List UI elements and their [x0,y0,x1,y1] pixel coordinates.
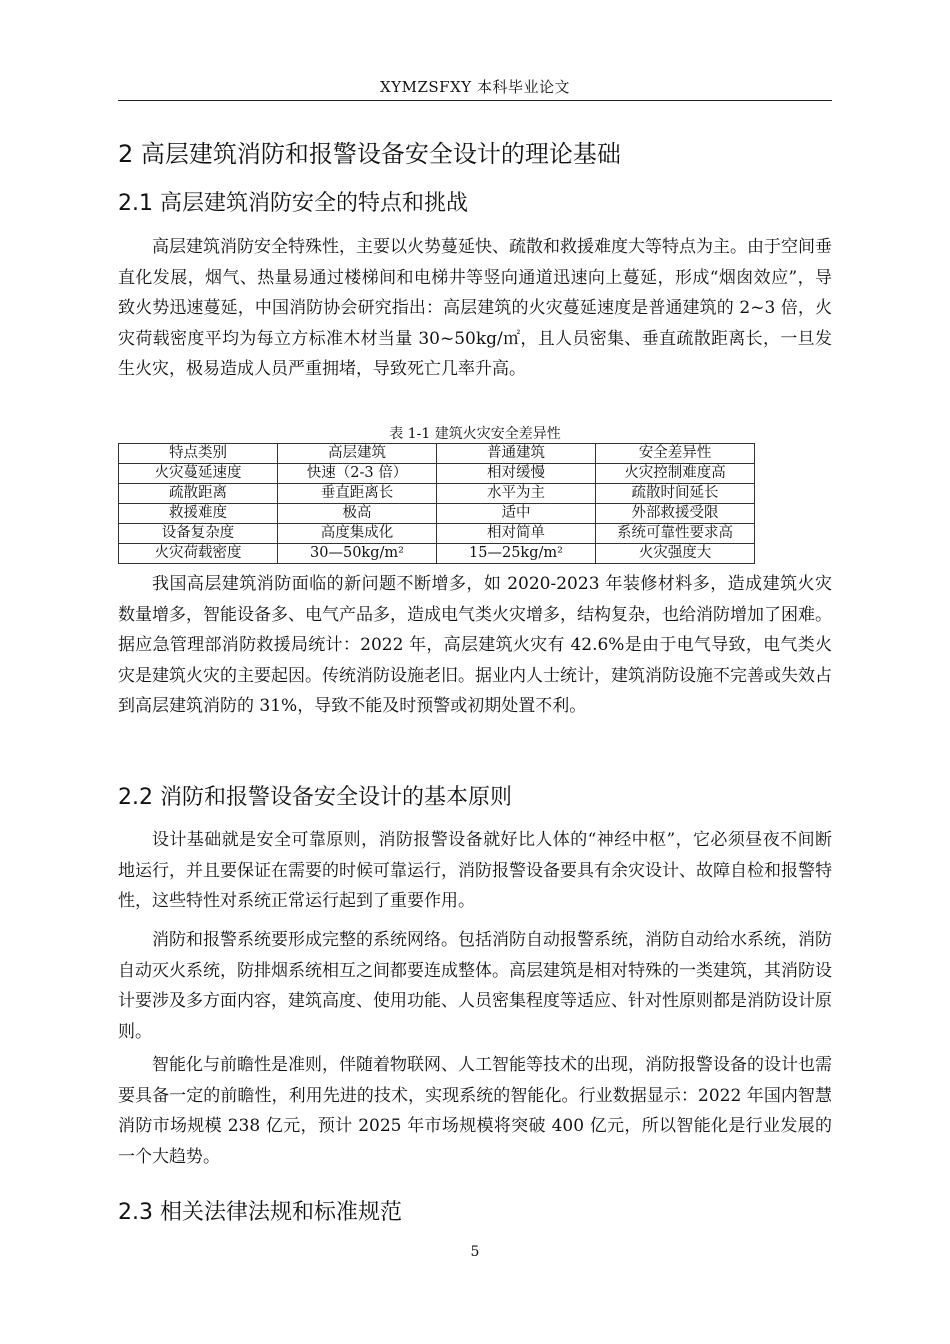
table-cell: 高度集成化 [278,524,437,544]
section-2-1-title: 2.1 高层建筑消防安全的特点和挑战 [118,191,468,216]
section-2-3-title: 2.3 相关法律法规和标准规范 [118,1200,402,1225]
table-cell: 水平为主 [437,484,596,504]
table-row [119,464,755,484]
table-cell: 15—25kg/m² [437,544,596,564]
table-row [119,544,755,564]
table-header-row [119,444,755,464]
table-cell: 救援难度 [119,504,278,524]
table-header-cell: 高层建筑 [278,444,437,464]
table-cell: 疏散距离 [119,484,278,504]
table-cell: 极高 [278,504,437,524]
table-cell: 火灾荷载密度 [119,544,278,564]
section-2-1-paragraph-1: 高层建筑消防安全特殊性，主要以火势蔓延快、疏散和救援难度大等特点为主。由于空间垂直化发展，烟气、热量易通过楼梯间和电梯井等竖向通道迅速向上蔓延，形成“烟囱效应”，导致火势迅速蔓延，中国消防协会研究指出：高层建筑的火灾蔓延速度是普通建筑的 2~3 倍，火灾荷载密度平均为每立方标准木材当量 30~50kg/㎡，且人员密集、垂直疏散距离长，一旦发生火灾，极易造成人员严重拥堵，导致死亡几率升高。 [118,237,832,379]
section-2-1-paragraph-2: 我国高层建筑消防面临的新问题不断增多，如 2020-2023 年装修材料多，造成建筑火灾数量增多，智能设备多、电气产品多，造成电气类火灾增多，结构复杂，也给消防增加了困难。据应急管理部消防救援局统计：2022 年，高层建筑火灾有 42.6%是由于电气导致，电气类火灾是建筑火灾的主要起因。传统消防设施老旧。据业内人士统计，建筑消防设施不完善或失效占到高层建筑消防的 31%，导致不能及时预警或初期处置不利。 [118,574,832,716]
table-header-cell: 安全差异性 [596,444,755,464]
table-cell: 适中 [437,504,596,524]
table-cell: 外部救援受限 [596,504,755,524]
table-cell: 垂直距离长 [278,484,437,504]
header-divider [118,100,832,101]
table-row [119,484,755,504]
section-2-2-title: 2.2 消防和报警设备安全设计的基本原则 [118,785,512,810]
section-2-2-paragraph-1: 设计基础就是安全可靠原则，消防报警设备就好比人体的“神经中枢”，它必须昼夜不间断地运行，并且要保证在需要的时候可靠运行，消防报警设备要具有余灾设计、故障自检和报警特性，这些特性对系统正常运行起到了重要作用。 [118,830,832,911]
table-caption: 表 1-1 建筑火灾安全差异性 [389,426,561,442]
table-row [119,524,755,544]
table-cell: 疏散时间延长 [596,484,755,504]
table-cell: 系统可靠性要求高 [596,524,755,544]
table-cell: 30—50kg/m² [278,544,437,564]
table-cell: 设备复杂度 [119,524,278,544]
page-number: 5 [470,1244,480,1260]
table-cell: 相对缓慢 [437,464,596,484]
table-cell: 火灾蔓延速度 [119,464,278,484]
table-cell: 火灾强度大 [596,544,755,564]
section-2-2-paragraph-2: 消防和报警系统要形成完整的系统网络。包括消防自动报警系统，消防自动给水系统，消防自动灭火系统，防排烟系统相互之间都要连成整体。高层建筑是相对特殊的一类建筑，其消防设计要涉及多方面内容，建筑高度、使用功能、人员密集程度等适应、针对性原则都是消防设计原则。 [118,930,832,1042]
table-cell: 相对简单 [437,524,596,544]
chapter-title: 2 高层建筑消防和报警设备安全设计的理论基础 [118,140,621,168]
section-2-2-paragraph-3: 智能化与前瞻性是准则，伴随着物联网、人工智能等技术的出现，消防报警设备的设计也需要具备一定的前瞻性，利用先进的技术，实现系统的智能化。行业数据显示：2022 年国内智慧消防市场规模 238 亿元，预计 2025 年市场规模将突破 400 亿元，所以智能化是行业发展的一个大趋势。 [118,1055,832,1167]
table-row [119,504,755,524]
table-cell: 火灾控制难度高 [596,464,755,484]
table-cell: 快速（2-3 倍） [278,464,437,484]
fire-safety-difference-table [118,443,755,564]
running-header: XYMZSFXY 本科毕业论文 [380,78,570,96]
table-header-cell: 普通建筑 [437,444,596,464]
table-header-cell: 特点类别 [119,444,278,464]
